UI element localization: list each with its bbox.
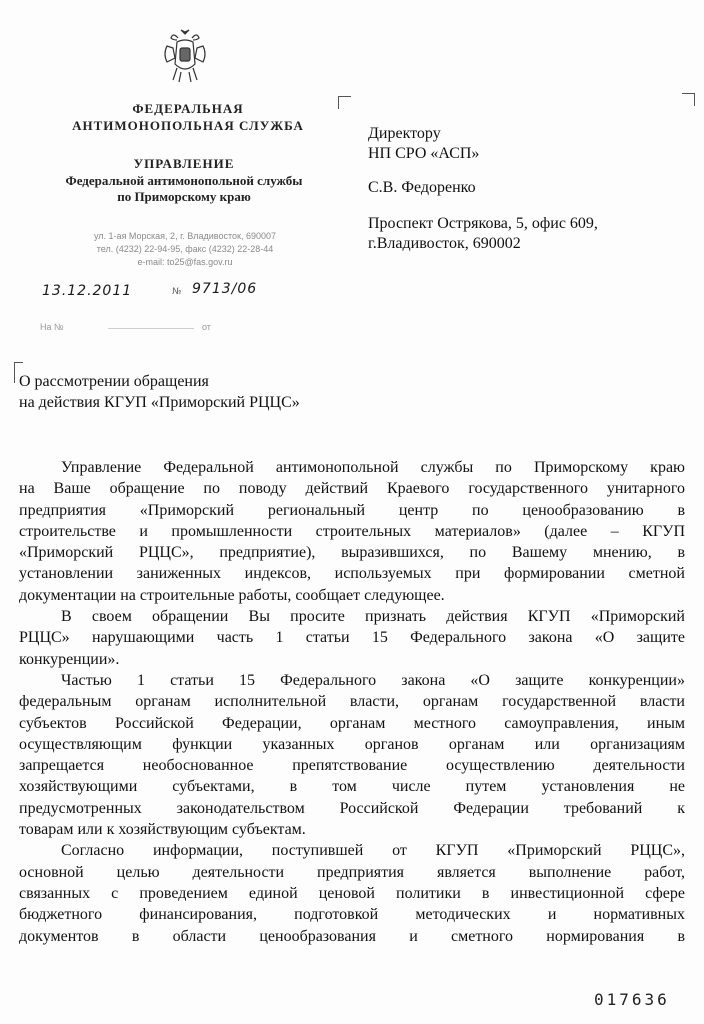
body-line: документации на строительные работы, сообщает следующее.	[19, 586, 445, 604]
body-line: предусмотренных законодательством Российской Федерации требований к	[19, 799, 685, 817]
org-name-line: АНТИМОНОПОЛЬНАЯ СЛУЖБА	[72, 118, 304, 133]
department-title: УПРАВЛЕНИЕ	[133, 156, 235, 171]
phone-line: тел. (4232) 22-94-95, факс (4232) 22-28-44	[96, 244, 274, 254]
recipient-organization: НП СРО «АСП»	[368, 145, 480, 162]
department-block	[46, 156, 322, 205]
department-line: Федеральной антимонопольной службы	[65, 173, 303, 188]
address-corner-mark	[682, 93, 695, 106]
recipient-name: С.В. Федоренко	[368, 179, 476, 196]
body-line: субъектов Российской Федерации, органам местного самоуправления, иным	[19, 714, 685, 732]
body-line: хозяйствующими субъектами, в том числе путем установления не	[19, 778, 685, 796]
body-line: «Приморский РЦЦС», предприятие), выразившихся, по Вашему мнению, в	[19, 544, 685, 562]
body-line: РЦЦС» нарушающими часть 1 статьи 15 Федерального закона «О защите	[19, 629, 685, 647]
body-line: на Ваше обращение по поводу действий Краевого государственного унитарного	[19, 480, 685, 498]
address-corner-mark	[338, 96, 351, 109]
outgoing-date-number	[42, 283, 302, 303]
recipient-block	[368, 124, 688, 254]
recipient-position: Директору	[368, 125, 441, 142]
body-line: федеральным органам исполнительной власти, органам государственной власти	[19, 693, 685, 711]
body-line: документов в области ценообразования и сметного нормирования в	[19, 927, 685, 945]
number-sign: №	[172, 287, 182, 297]
letter-date: 13.12.2011	[42, 283, 133, 299]
serial-number: 017636	[594, 990, 670, 1009]
body-line: Управление Федеральной антимонопольной службы по Приморскому краю	[61, 459, 685, 476]
body-line: строительстве и промышленности строительных материалов» (далее – КГУП	[19, 522, 685, 540]
subject-line: на действия КГУП «Приморский РЦЦС»	[19, 394, 300, 411]
reference-blank	[108, 328, 194, 329]
recipient-address: г.Владивосток, 690002	[368, 235, 521, 252]
contact-info	[60, 230, 310, 269]
org-name	[60, 100, 316, 134]
letter-body	[19, 457, 685, 947]
body-line: Частью 1 статьи 15 Федерального закона «О защите конкуренции»	[61, 671, 685, 689]
department-line: по Приморскому краю	[117, 189, 251, 204]
body-line: конкуренции».	[19, 650, 120, 668]
address-line: ул. 1-ая Морская, 2, г. Владивосток, 690007	[94, 231, 276, 241]
letter-subject	[19, 371, 399, 413]
org-name-line: ФЕДЕРАЛЬНАЯ	[132, 101, 244, 116]
body-line: Согласно информации, поступившей от КГУП «Приморский РЦЦС»,	[61, 842, 685, 860]
body-line: связанных с проведением единой ценовой политики в инвестиционной сфере	[19, 884, 685, 902]
body-line: осуществляющим функции указанных органов органам или организациям	[19, 735, 685, 753]
body-line: установлении заниженных индексов, используемых при формировании сметной	[19, 565, 685, 583]
body-line: предприятия «Приморский региональный центр по ценообразованию в	[19, 501, 685, 519]
body-line: товарам или к хозяйствующим субъектам.	[19, 821, 306, 839]
reference-from: от	[202, 322, 211, 332]
body-line: бюджетного финансирования, подготовкой методических и нормативных	[19, 906, 685, 924]
reference-label: На №	[40, 322, 64, 332]
body-line: В своем обращении Вы просите признать действия КГУП «Приморский	[61, 608, 685, 626]
body-line: основной целью деятельности предприятия является выполнение работ,	[19, 863, 685, 881]
recipient-address: Проспект Острякова, 5, офис 609,	[368, 215, 598, 232]
body-line: запрещается необоснованное препятствование осуществлению деятельности	[19, 757, 685, 775]
email-line: e-mail: to25@fas.gov.ru	[137, 257, 233, 267]
subject-line: О рассмотрении обращения	[19, 373, 209, 390]
coat-of-arms-icon	[161, 28, 209, 84]
letter-number: 9713/06	[192, 281, 258, 297]
